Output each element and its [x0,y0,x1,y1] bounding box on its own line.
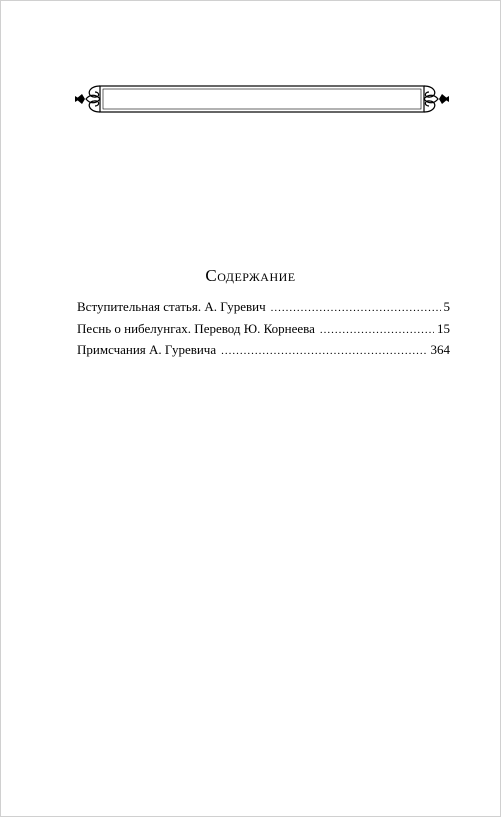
decorative-frame-ornament [74,80,450,118]
dot-leader [320,321,434,341]
toc-entry-page: 15 [437,320,450,336]
toc-entry-page: 364 [430,342,450,357]
dot-leader [221,342,427,362]
table-of-contents [77,297,450,362]
toc-entry-label: Примсчания А. Гуревича [77,342,217,357]
contents-title: Содержание [205,266,296,285]
toc-entry-label: Песнь о нибелунгах. Перевод Ю. Корнеева [77,320,315,336]
toc-entry-label: Вступительная статья. А. Гуревич [77,299,266,314]
toc-entry[interactable] [77,340,450,362]
toc-entry[interactable] [77,297,450,319]
toc-entry-page: 5 [443,299,450,314]
dot-leader [271,299,441,319]
toc-entry[interactable] [77,319,450,341]
